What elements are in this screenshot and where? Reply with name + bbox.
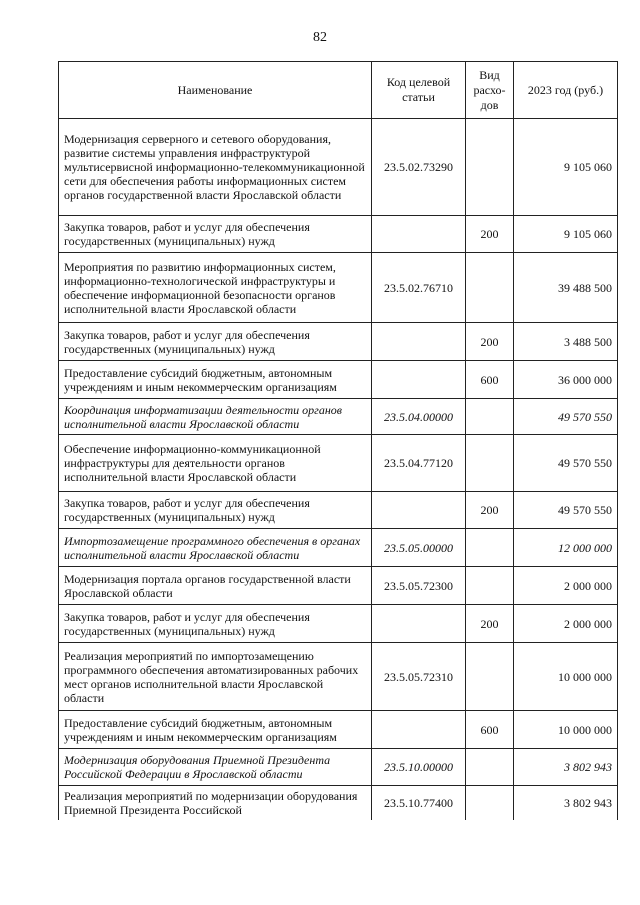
table-row [59,361,618,399]
row-amount: 39 488 500 [514,253,618,323]
row-amount: 49 570 550 [514,399,618,435]
row-type [466,749,514,786]
row-type [466,399,514,435]
row-amount: 49 570 550 [514,492,618,529]
budget-table [58,61,618,820]
row-code: 23.5.05.72310 [372,643,466,711]
row-name: Координация информатизации деятельности органов исполнительной власти Ярославской области [59,399,372,435]
row-name: Закупка товаров, работ и услуг для обеспечения государственных (муниципальных) нужд [59,216,372,253]
row-code: 23.5.02.73290 [372,119,466,216]
row-amount: 3 802 943 [514,749,618,786]
row-code: 23.5.02.76710 [372,253,466,323]
table-row [59,399,618,435]
table-row [59,643,618,711]
page-number: 82 [313,30,327,45]
row-name: Обеспечение информационно-коммуникационной инфраструктуры для деятельности органов исполнительной власти Ярославской области [59,435,372,492]
row-name: Мероприятия по развитию информационных систем, информационно-технологической инфраструктуры и обеспечение информационной безопасности органов исполнительной власти Ярославской области [59,253,372,323]
row-code: 23.5.04.77120 [372,435,466,492]
row-amount: 12 000 000 [514,529,618,567]
row-code: 23.5.10.00000 [372,749,466,786]
table-row [59,492,618,529]
row-name: Закупка товаров, работ и услуг для обеспечения государственных (муниципальных) нужд [59,323,372,361]
row-name: Модернизация оборудования Приемной Президента Российской Федерации в Ярославской области [59,749,372,786]
row-code [372,492,466,529]
header-amount: 2023 год (руб.) [514,62,618,119]
row-name: Реализация мероприятий по модернизации оборудования Приемной Президента Российской [59,786,372,821]
row-amount: 49 570 550 [514,435,618,492]
table-row [59,605,618,643]
row-name: Импортозамещение программного обеспечения в органах исполнительной власти Ярославской области [59,529,372,567]
table-row [59,216,618,253]
row-amount: 10 000 000 [514,711,618,749]
row-code [372,605,466,643]
table-row [59,711,618,749]
table-header-row [59,62,618,119]
row-code: 23.5.05.72300 [372,567,466,605]
row-type: 200 [466,605,514,643]
row-code [372,216,466,253]
row-type [466,643,514,711]
row-amount: 2 000 000 [514,567,618,605]
row-amount: 3 802 943 [514,786,618,821]
row-type [466,253,514,323]
header-type: Вид расхо-дов [466,62,514,119]
table-row [59,529,618,567]
row-code [372,711,466,749]
row-name: Модернизация серверного и сетевого оборудования, развитие системы управления инфраструктурой мультисервисной информационно-телекоммуникационной сети для обеспечения работы информационных систем органов государственной власти Ярославской области [59,119,372,216]
row-amount: 9 105 060 [514,216,618,253]
header-code: Код целевой статьи [372,62,466,119]
table-row [59,119,618,216]
row-amount: 3 488 500 [514,323,618,361]
row-type: 200 [466,492,514,529]
table-row [59,567,618,605]
row-type [466,567,514,605]
row-amount: 36 000 000 [514,361,618,399]
row-amount: 9 105 060 [514,119,618,216]
table-row [59,323,618,361]
row-type: 200 [466,216,514,253]
table-row [59,253,618,323]
table-row [59,435,618,492]
row-name: Закупка товаров, работ и услуг для обеспечения государственных (муниципальных) нужд [59,605,372,643]
row-name: Реализация мероприятий по импортозамещению программного обеспечения автоматизированных рабочих мест органов исполнительной власти Ярославской области [59,643,372,711]
row-type [466,435,514,492]
row-code: 23.5.10.77400 [372,786,466,821]
row-type: 600 [466,711,514,749]
row-code [372,361,466,399]
row-type: 600 [466,361,514,399]
row-type [466,529,514,567]
header-name: Наименование [59,62,372,119]
row-amount: 10 000 000 [514,643,618,711]
row-type: 200 [466,323,514,361]
table-row [59,786,618,821]
row-code: 23.5.05.00000 [372,529,466,567]
row-code: 23.5.04.00000 [372,399,466,435]
row-code [372,323,466,361]
row-name: Закупка товаров, работ и услуг для обеспечения государственных (муниципальных) нужд [59,492,372,529]
row-name: Предоставление субсидий бюджетным, автономным учреждениям и иным некоммерческим организациям [59,711,372,749]
table-row [59,749,618,786]
row-name: Модернизация портала органов государственной власти Ярославской области [59,567,372,605]
row-name: Предоставление субсидий бюджетным, автономным учреждениям и иным некоммерческим организациям [59,361,372,399]
row-type [466,119,514,216]
row-amount: 2 000 000 [514,605,618,643]
row-type [466,786,514,821]
